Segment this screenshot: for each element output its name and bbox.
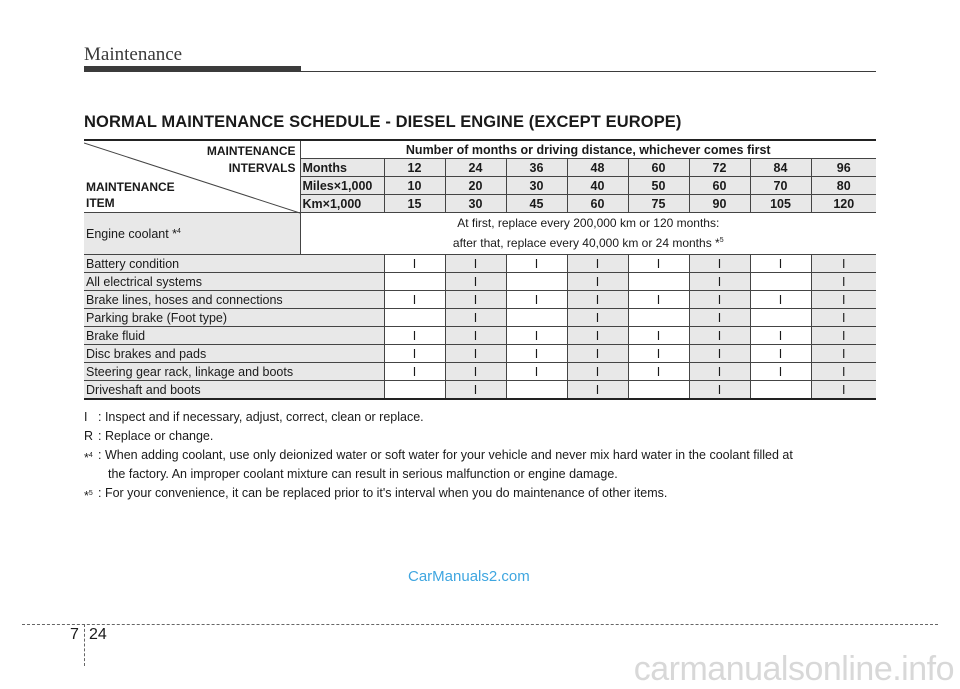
schedule-item-row <box>84 291 876 309</box>
schedule-cell <box>628 309 689 327</box>
table-corner-header <box>84 140 300 213</box>
schedule-cell: I <box>567 363 628 381</box>
maintenance-schedule-table <box>84 139 876 400</box>
months-value: 72 <box>689 159 750 177</box>
schedule-item-name: Disc brakes and pads <box>84 345 384 363</box>
legend-note-4: *$^4$ : When adding coolant, use only deionized water or soft water for your vehicle and never mix hard water in the coolant filled at the factory. An improper coolant mixture can result in serious malfunction or engine damage. <box>84 448 793 481</box>
schedule-item-name: Brake lines, hoses and connections <box>84 291 384 309</box>
schedule-cell: I <box>811 345 876 363</box>
schedule-cell <box>628 381 689 400</box>
chapter-number: 7 <box>70 626 79 643</box>
page-number: 24 <box>89 626 107 643</box>
miles-value: 10 <box>384 177 445 195</box>
schedule-cell: I <box>689 381 750 400</box>
schedule-cell: I <box>689 273 750 291</box>
schedule-cell: I <box>445 255 506 273</box>
schedule-cell: I <box>506 291 567 309</box>
site-watermark: carmanualsonline.info <box>633 650 954 688</box>
engine-coolant-label: Engine coolant *$^4$ <box>84 213 300 255</box>
months-value: 84 <box>750 159 811 177</box>
schedule-cell: I <box>811 381 876 400</box>
schedule-cell: I <box>567 381 628 400</box>
schedule-cell: I <box>750 255 811 273</box>
miles-value: 30 <box>506 177 567 195</box>
section-title: Maintenance <box>84 44 183 65</box>
schedule-cell: I <box>506 327 567 345</box>
schedule-cell: I <box>750 345 811 363</box>
schedule-item-row <box>84 363 876 381</box>
months-value: 24 <box>445 159 506 177</box>
schedule-cell: I <box>750 363 811 381</box>
schedule-cell <box>750 309 811 327</box>
schedule-cell: I <box>689 309 750 327</box>
schedule-cell: I <box>689 291 750 309</box>
months-value: 96 <box>811 159 876 177</box>
km-value: 90 <box>689 195 750 213</box>
miles-value: 20 <box>445 177 506 195</box>
schedule-item-name: Steering gear rack, linkage and boots <box>84 363 384 381</box>
schedule-cell: I <box>384 255 445 273</box>
schedule-cell: I <box>628 363 689 381</box>
schedule-legend <box>84 408 884 503</box>
miles-value: 50 <box>628 177 689 195</box>
legend-inspect: I : Inspect and if necessary, adjust, correct, clean or replace. <box>84 410 424 424</box>
miles-label: Miles×1,000 <box>300 177 384 195</box>
schedule-cell: I <box>506 255 567 273</box>
schedule-cell: I <box>628 345 689 363</box>
schedule-cell <box>628 273 689 291</box>
months-value: 12 <box>384 159 445 177</box>
schedule-cell <box>384 381 445 400</box>
km-value: 75 <box>628 195 689 213</box>
months-value: 60 <box>628 159 689 177</box>
schedule-cell: I <box>567 309 628 327</box>
schedule-cell: I <box>384 327 445 345</box>
schedule-item-row <box>84 345 876 363</box>
km-value: 120 <box>811 195 876 213</box>
schedule-cell: I <box>567 273 628 291</box>
km-value: 60 <box>567 195 628 213</box>
km-value: 30 <box>445 195 506 213</box>
schedule-cell: I <box>811 255 876 273</box>
schedule-cell: I <box>811 309 876 327</box>
footer-dashed-rule <box>22 624 938 625</box>
engine-coolant-row <box>84 213 876 255</box>
schedule-cell: I <box>445 273 506 291</box>
km-value: 45 <box>506 195 567 213</box>
km-value: 15 <box>384 195 445 213</box>
schedule-cell: I <box>689 255 750 273</box>
schedule-cell: I <box>628 255 689 273</box>
schedule-cell: I <box>750 327 811 345</box>
miles-value: 70 <box>750 177 811 195</box>
schedule-cell: I <box>445 363 506 381</box>
schedule-cell: I <box>628 291 689 309</box>
schedule-cell <box>750 381 811 400</box>
legend-replace: R : Replace or change. <box>84 429 214 443</box>
watermark-link[interactable]: CarManuals2.com <box>408 568 530 585</box>
schedule-item-row <box>84 273 876 291</box>
schedule-cell: I <box>506 363 567 381</box>
schedule-cell: I <box>506 345 567 363</box>
schedule-cell: I <box>628 327 689 345</box>
schedule-cell <box>506 381 567 400</box>
schedule-cell: I <box>567 345 628 363</box>
schedule-item-row <box>84 309 876 327</box>
schedule-cell <box>384 273 445 291</box>
schedule-cell: I <box>811 273 876 291</box>
engine-coolant-note: At first, replace every 200,000 km or 120 months: after that, replace every 40,000 km or 24 months *$^5$ <box>300 213 876 255</box>
schedule-cell: I <box>689 327 750 345</box>
schedule-cell: I <box>384 345 445 363</box>
schedule-cell: I <box>445 309 506 327</box>
schedule-cell <box>506 273 567 291</box>
schedule-cell <box>384 309 445 327</box>
months-value: 36 <box>506 159 567 177</box>
schedule-cell: I <box>445 327 506 345</box>
schedule-cell: I <box>445 345 506 363</box>
schedule-item-name: Driveshaft and boots <box>84 381 384 400</box>
schedule-cell: I <box>750 291 811 309</box>
schedule-item-name: Battery condition <box>84 255 384 273</box>
header-bar-thin <box>84 71 876 72</box>
months-value: 48 <box>567 159 628 177</box>
schedule-cell: I <box>445 381 506 400</box>
schedule-item-name: All electrical systems <box>84 273 384 291</box>
miles-value: 60 <box>689 177 750 195</box>
schedule-cell: I <box>567 291 628 309</box>
schedule-cell: I <box>567 327 628 345</box>
miles-value: 80 <box>811 177 876 195</box>
schedule-item-row <box>84 327 876 345</box>
footer-dashed-divider <box>84 624 85 666</box>
km-label: Km×1,000 <box>300 195 384 213</box>
schedule-cell: I <box>384 291 445 309</box>
schedule-cell <box>506 309 567 327</box>
legend-note-5: *$^5$ : For your convenience, it can be replaced prior to it's interval when you do maintenance of other items. <box>84 486 668 504</box>
interval-span-header: Number of months or driving distance, whichever comes first <box>300 140 876 159</box>
corner-item-label: MAINTENANCE ITEM <box>86 180 175 210</box>
schedule-item-row <box>84 381 876 400</box>
corner-intervals-label: MAINTENANCE INTERVALS <box>206 144 296 175</box>
miles-value: 40 <box>567 177 628 195</box>
months-label: Months <box>300 159 384 177</box>
schedule-item-name: Brake fluid <box>84 327 384 345</box>
schedule-cell: I <box>811 327 876 345</box>
schedule-cell: I <box>567 255 628 273</box>
schedule-cell <box>750 273 811 291</box>
schedule-item-row <box>84 255 876 273</box>
schedule-cell: I <box>689 363 750 381</box>
schedule-cell: I <box>445 291 506 309</box>
schedule-item-name: Parking brake (Foot type) <box>84 309 384 327</box>
km-value: 105 <box>750 195 811 213</box>
schedule-cell: I <box>689 345 750 363</box>
schedule-cell: I <box>384 363 445 381</box>
schedule-title: NORMAL MAINTENANCE SCHEDULE - DIESEL ENGINE (EXCEPT EUROPE) <box>84 113 682 131</box>
schedule-cell: I <box>811 291 876 309</box>
schedule-cell: I <box>811 363 876 381</box>
